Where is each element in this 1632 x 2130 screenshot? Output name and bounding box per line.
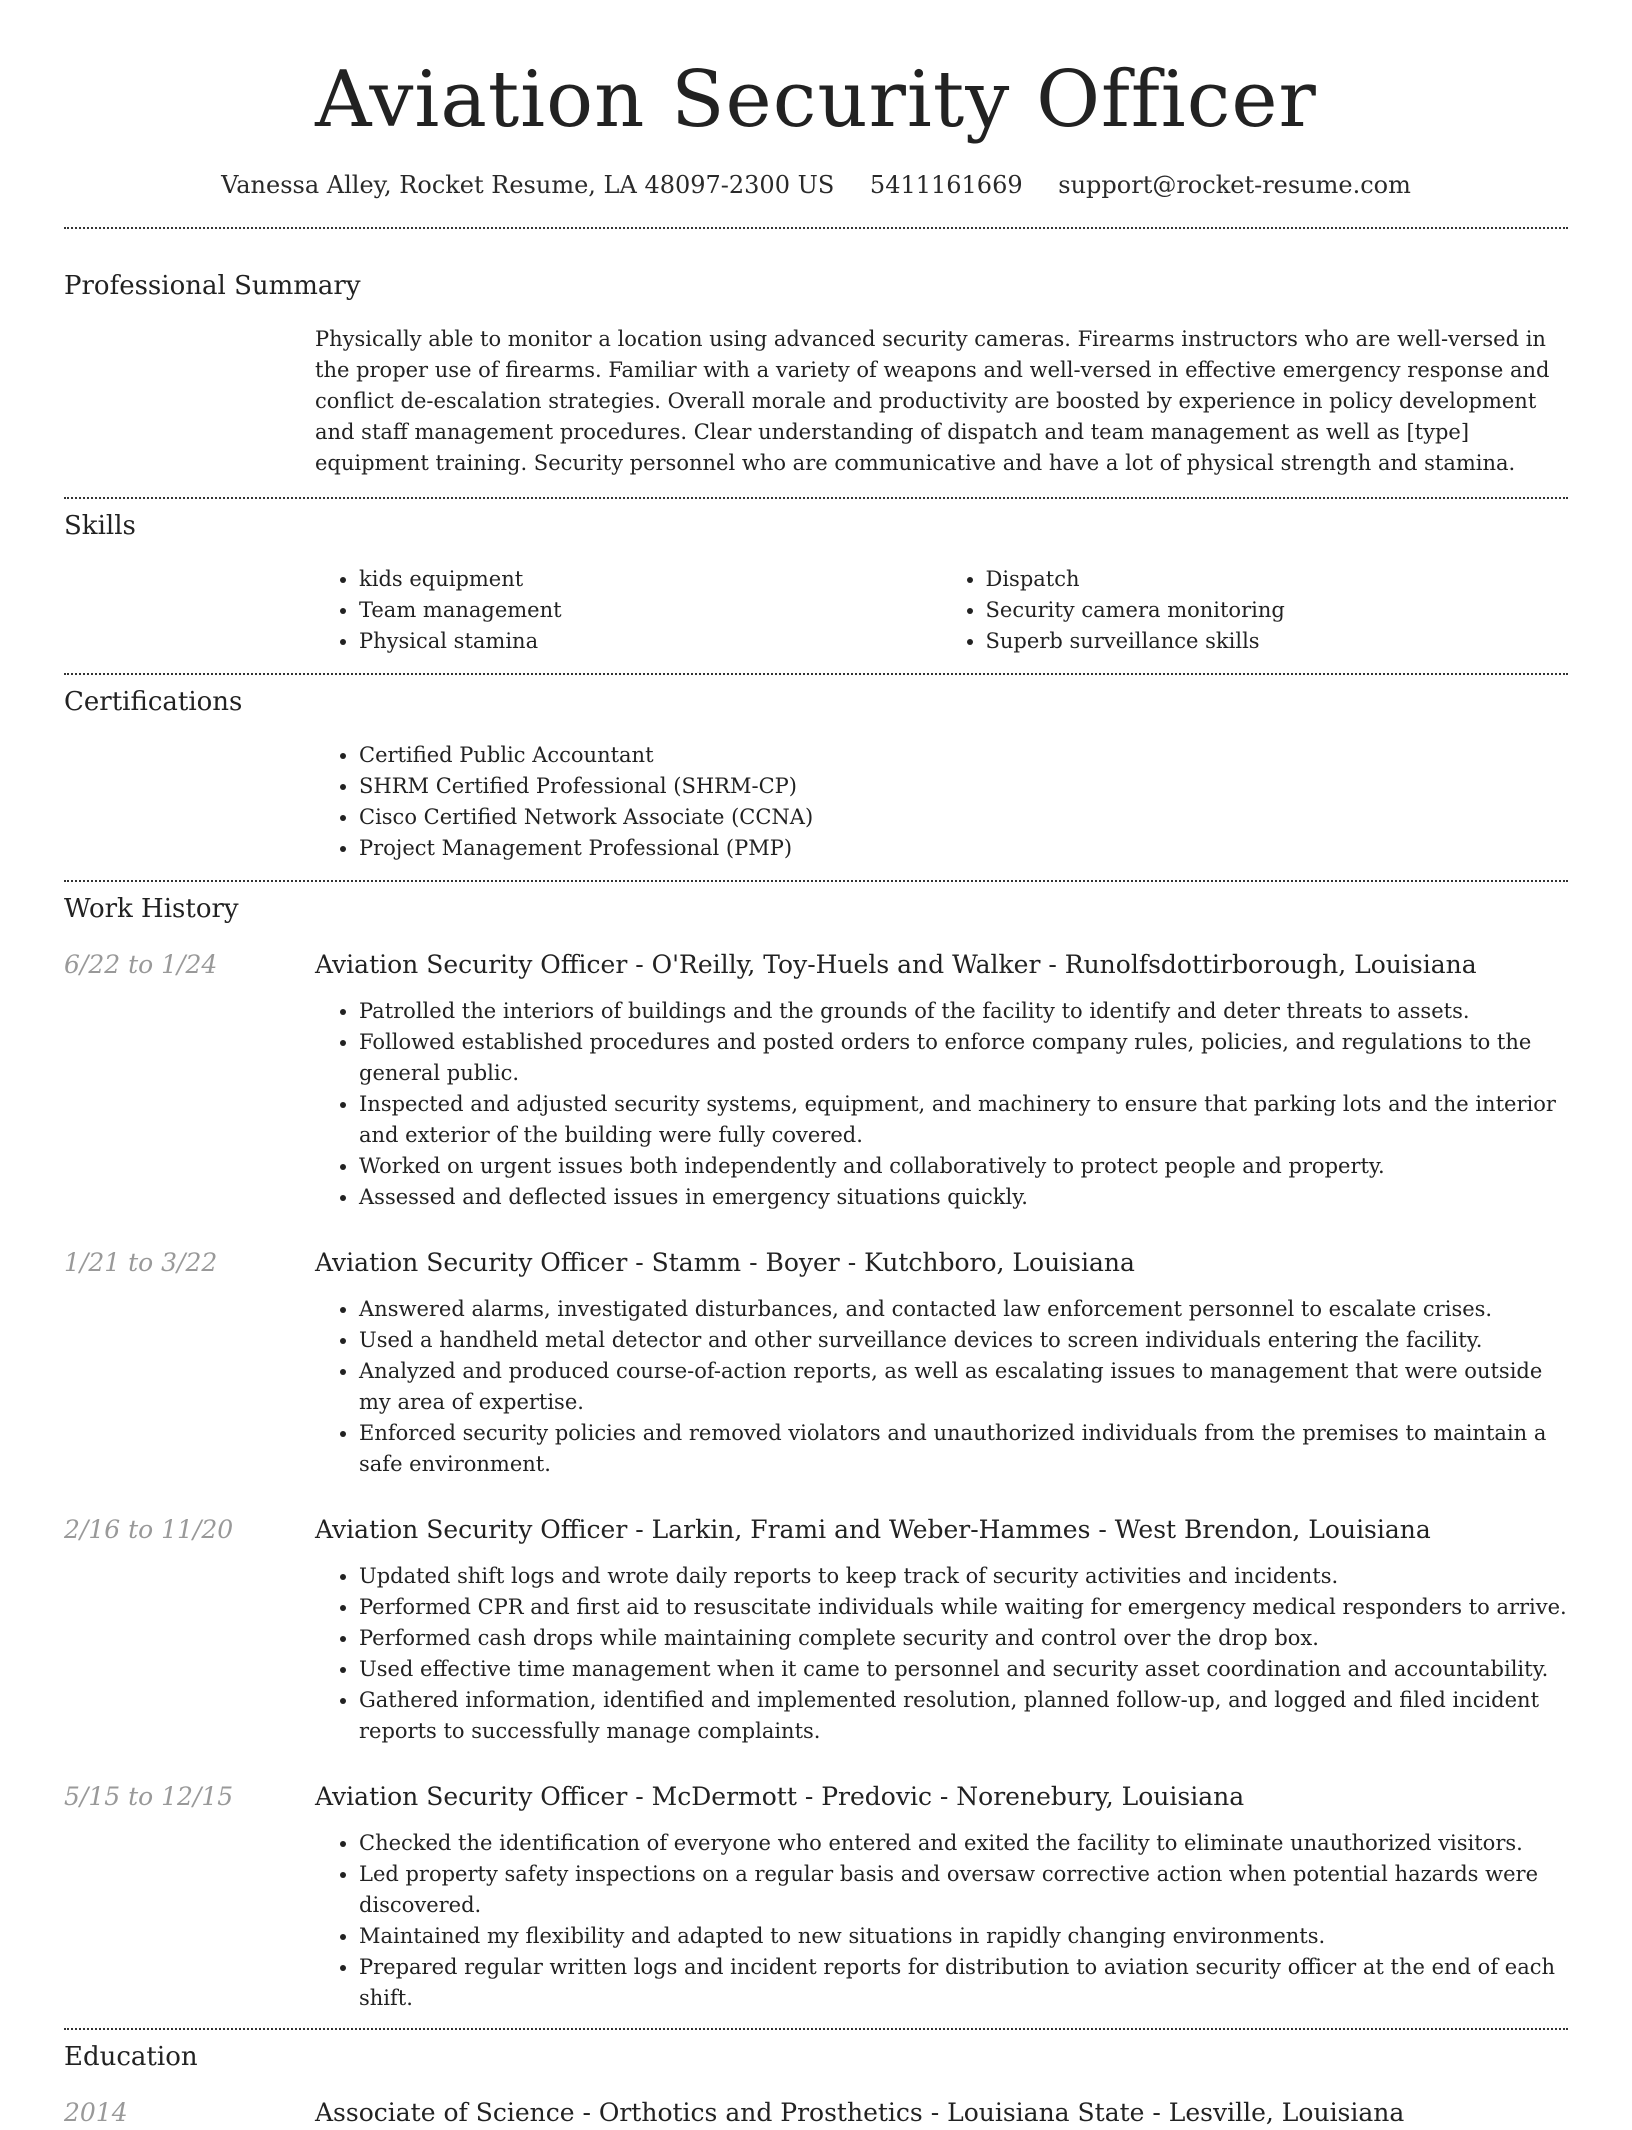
skill-item: • Superb surveillance skills: [986, 626, 1525, 657]
job-bullets: [315, 1828, 1568, 2014]
job-bullet: • Performed CPR and first aid to resuscitate individuals while waiting for emergency medical responders to arrive.: [359, 1592, 1568, 1623]
job-title: Aviation Security Officer - McDermott - Predovic - Norenebury, Louisiana: [315, 1782, 1245, 1811]
address: Vanessa Alley, Rocket Resume, LA 48097-2300 US: [221, 171, 835, 199]
certifications-section: [64, 685, 1568, 864]
job-title: Aviation Security Officer - Stamm - Boyer - Kutchboro, Louisiana: [315, 1248, 1135, 1277]
job-bullet: • Followed established procedures and posted orders to enforce company rules, policies, and regulations to the general public.: [359, 1027, 1568, 1089]
job-bullets-wrap: [315, 996, 1568, 1213]
candidate-name: Aviation Security Officer: [315, 55, 1317, 145]
job-bullets-wrap: [315, 1294, 1568, 1480]
job-bullets-wrap: [315, 1561, 1568, 1747]
job-title: Aviation Security Officer - Larkin, Frami and Weber-Hammes - West Brendon, Louisiana: [315, 1515, 1431, 1544]
job-title: Aviation Security Officer - O'Reilly, Toy-Huels and Walker - Runolfsdottirborough, Louisiana: [315, 950, 1477, 979]
skills-list-left: [315, 564, 898, 657]
job-bullets: [315, 1294, 1568, 1480]
divider: [64, 497, 1568, 499]
skill-item: • Security camera monitoring: [986, 595, 1525, 626]
job-bullet: • Used a handheld metal detector and other surveillance devices to screen individuals entering the facility.: [359, 1325, 1568, 1356]
job-entry: [64, 948, 1568, 1213]
education-title: Associate of Science - Orthotics and Prosthetics - Louisiana State - Lesville, Louisiana: [315, 2098, 1405, 2127]
education-entry: [64, 2096, 1568, 2130]
certifications-list-wrap: [315, 740, 1568, 864]
certification-item: • Certified Public Accountant: [359, 740, 1568, 771]
job-bullet: • Patrolled the interiors of buildings and the grounds of the facility to identify and deter threats to assets.: [359, 996, 1568, 1027]
divider: [64, 227, 1568, 229]
email: support@rocket-resume.com: [1058, 171, 1411, 199]
divider: [64, 2028, 1568, 2030]
summary-text: Physically able to monitor a location using advanced security cameras. Firearms instructors who are well-versed in the proper use of firearms. Familiar with a variety of weapons and well-versed in effective emergency response and conflict de-escalation strategies. Overall morale and productivity are boosted by experience in policy development and staff management procedures. Clear understanding of dispatch and team management as well as [type] equipment training. Security personnel who are communicative and have a lot of physical strength and stamina.: [315, 327, 1550, 475]
resume-page: [64, 0, 1568, 2130]
divider: [64, 673, 1568, 675]
job-dates: 2/16 to 11/20: [64, 1515, 234, 1544]
skill-item: • Team management: [359, 595, 898, 626]
summary-section: [64, 269, 1568, 479]
skill-item: • Physical stamina: [359, 626, 898, 657]
skill-item: • Dispatch: [986, 564, 1525, 595]
job-entry: [64, 1246, 1568, 1480]
job-bullet: • Gathered information, identified and implemented resolution, planned follow-up, and logged and filed incident reports to successfully manage complaints.: [359, 1685, 1568, 1747]
job-bullets: [315, 996, 1568, 1213]
certification-item: • Cisco Certified Network Associate (CCNA): [359, 802, 1568, 833]
job-bullet: • Checked the identification of everyone who entered and exited the facility to eliminate unauthorized visitors.: [359, 1828, 1568, 1859]
job-bullet: • Prepared regular written logs and incident reports for distribution to aviation security officer at the end of each shift.: [359, 1952, 1568, 2014]
job-bullets-wrap: [315, 1828, 1568, 2014]
section-title-summary: Professional Summary: [64, 271, 361, 301]
contact-line: [64, 168, 1568, 202]
skills-grid: [315, 564, 1568, 657]
job-bullet: • Updated shift logs and wrote daily reports to keep track of security activities and incidents.: [359, 1561, 1568, 1592]
certification-item: • Project Management Professional (PMP): [359, 833, 1568, 864]
section-title-education: Education: [64, 2042, 198, 2072]
job-bullet: • Analyzed and produced course-of-action reports, as well as escalating issues to management that were outside my area of expertise.: [359, 1356, 1568, 1418]
job-bullet: • Led property safety inspections on a regular basis and oversaw corrective action when potential hazards were discovered.: [359, 1859, 1568, 1921]
education-dates: 2014: [64, 2098, 128, 2127]
job-dates: 5/15 to 12/15: [64, 1782, 234, 1811]
certifications-list: [315, 740, 1568, 864]
skills-list-right: [942, 564, 1525, 657]
skill-item: • kids equipment: [359, 564, 898, 595]
job-dates: 1/21 to 3/22: [64, 1248, 218, 1277]
job-bullet: • Performed cash drops while maintaining complete security and control over the drop box.: [359, 1623, 1568, 1654]
job-entry: [64, 1780, 1568, 2014]
job-bullet: • Answered alarms, investigated disturbances, and contacted law enforcement personnel to escalate crises.: [359, 1294, 1568, 1325]
job-dates: 6/22 to 1/24: [64, 950, 218, 979]
job-bullet: • Inspected and adjusted security systems, equipment, and machinery to ensure that parking lots and the interior and exterior of the building were fully covered.: [359, 1089, 1568, 1151]
phone: 5411161669: [869, 171, 1023, 199]
skills-section: [64, 509, 1568, 657]
section-title-work-history: Work History: [64, 894, 239, 924]
certification-item: • SHRM Certified Professional (SHRM-CP): [359, 771, 1568, 802]
job-bullet: • Maintained my flexibility and adapted to new situations in rapidly changing environments.: [359, 1921, 1568, 1952]
job-bullet: • Worked on urgent issues both independently and collaboratively to protect people and property.: [359, 1151, 1568, 1182]
education-section: [64, 2040, 1568, 2130]
work-history-section: [64, 892, 1568, 2014]
job-bullet: • Enforced security policies and removed violators and unauthorized individuals from the premises to maintain a safe environment.: [359, 1418, 1568, 1480]
section-title-certifications: Certifications: [64, 687, 243, 717]
job-bullet: • Assessed and deflected issues in emergency situations quickly.: [359, 1182, 1568, 1213]
section-title-skills: Skills: [64, 511, 136, 541]
job-bullet: • Used effective time management when it came to personnel and security asset coordination and accountability.: [359, 1654, 1568, 1685]
job-bullets: [315, 1561, 1568, 1747]
divider: [64, 880, 1568, 882]
job-entry: [64, 1513, 1568, 1747]
